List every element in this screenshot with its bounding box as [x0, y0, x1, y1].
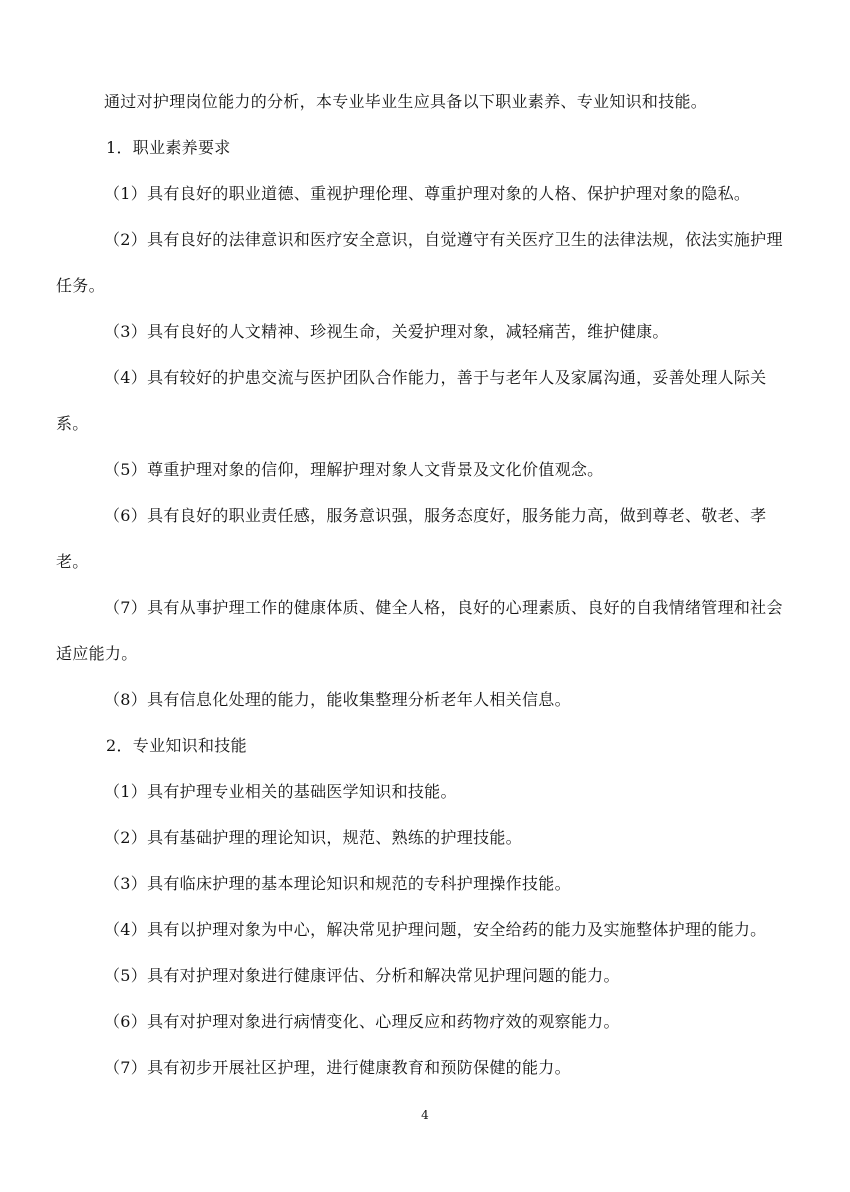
- intro-paragraph: 通过对护理岗位能力的分析，本专业毕业生应具备以下职业素养、专业知识和技能。: [104, 92, 708, 111]
- section-heading-professional-quality: 1．职业素养要求: [106, 138, 231, 157]
- list-item: （1）具有护理专业相关的基础医学知识和技能。: [104, 782, 457, 801]
- list-item: （2）具有基础护理的理论知识，规范、熟练的护理技能。: [104, 828, 522, 847]
- list-item: （3）具有良好的人文精神、珍视生命，关爱护理对象，减轻痛苦，维护健康。: [104, 322, 669, 341]
- page-number: 4: [421, 1108, 429, 1122]
- list-item: （2）具有良好的法律意识和医疗安全意识，自觉遵守有关医疗卫生的法律法规，依法实施护理任务。: [56, 230, 783, 295]
- list-item: （7）具有从事护理工作的健康体质、健全人格，良好的心理素质、良好的自我情绪管理和社会适应能力。: [56, 598, 783, 663]
- list-item: （6）具有对护理对象进行病情变化、心理反应和药物疗效的观察能力。: [104, 1012, 620, 1031]
- list-item: （1）具有良好的职业道德、重视护理伦理、尊重护理对象的人格、保护护理对象的隐私。: [104, 184, 751, 203]
- list-item: （6）具有良好的职业责任感，服务意识强，服务态度好，服务能力高，做到尊老、敬老、孝老。: [56, 506, 767, 571]
- section-1-items: [56, 182, 796, 712]
- list-item: （8）具有信息化处理的能力，能收集整理分析老年人相关信息。: [104, 690, 571, 709]
- list-item: （4）具有较好的护患交流与医护团队合作能力，善于与老年人及家属沟通，妥善处理人际关系。: [56, 368, 767, 433]
- list-item: （7）具有初步开展社区护理，进行健康教育和预防保健的能力。: [104, 1058, 571, 1077]
- document-body: [56, 90, 796, 1102]
- section-2-items: [56, 780, 796, 1080]
- list-item: （5）具有对护理对象进行健康评估、分析和解决常见护理问题的能力。: [104, 966, 620, 985]
- list-item: （5）尊重护理对象的信仰，理解护理对象人文背景及文化价值观念。: [104, 460, 604, 479]
- list-item: （3）具有临床护理的基本理论知识和规范的专科护理操作技能。: [104, 874, 571, 893]
- section-heading-knowledge-skills: 2．专业知识和技能: [106, 736, 247, 755]
- list-item: （4）具有以护理对象为中心，解决常见护理问题，安全给药的能力及实施整体护理的能力。: [104, 920, 767, 939]
